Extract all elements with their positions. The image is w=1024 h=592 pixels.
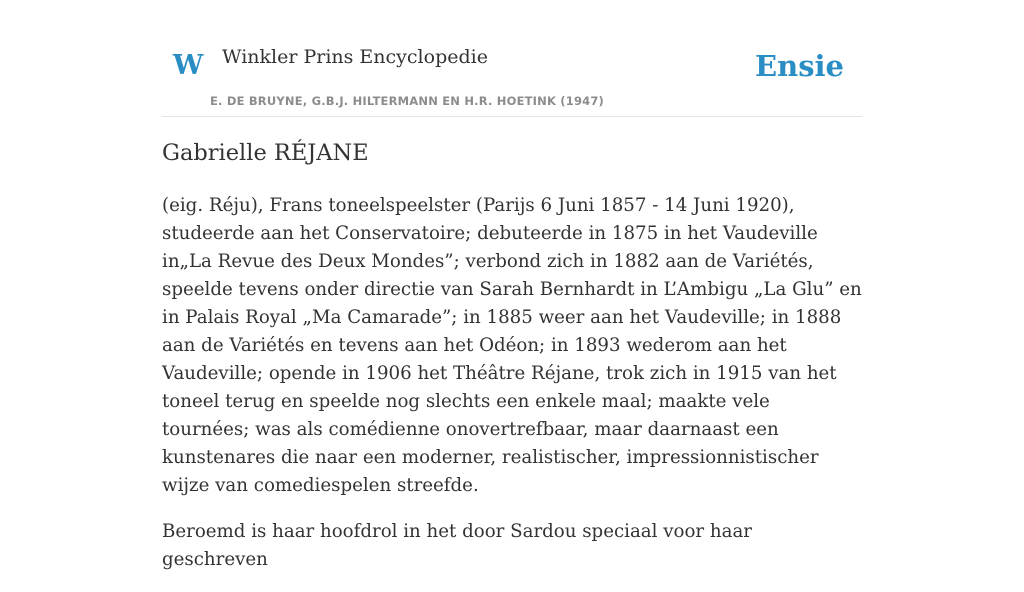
source-logo[interactable]: W [173,50,204,81]
source-title[interactable]: Winkler Prins Encyclopedie [222,46,488,68]
source-authors: E. DE BRUYNE, G.B.J. HILTERMANN EN H.R. HOETINK (1947) [210,94,605,108]
article-paragraph: Beroemd is haar hoofdrol in het door Sardou speciaal voor haar geschreven [162,521,752,570]
article-title: Gabrielle RÉJANE [162,140,369,166]
article-body [162,192,862,592]
source-header [162,0,862,117]
brand-logo[interactable]: Ensie [755,49,844,83]
article-paragraph: (eig. Réju), Frans toneelspeelster (Parijs 6 Juni 1857 - 14 Juni 1920), studeerde aan het Conservatoire; debuteerde in 1875 in het Vaudeville in„La Revue des Deux Mondes”; verbond zich in 1882 aan de Variétés, speelde tevens onder directie van Sarah Bernhardt in L’Ambigu „La Glu” en in Palais Royal „Ma Camarade”; in 1885 weer aan het Vaudeville; in 1888 aan de Variétés en tevens aan het Odéon; in 1893 wederom aan het Vaudeville; opende in 1906 het Théâtre Réjane, trok zich in 1915 van het toneel terug en speelde nog slechts een enkele maal; maakte vele tournées; was als comédienne onovertrefbaar, maar daarnaast een kunstenares die naar een moderner, realistischer, impressionnistischer wijze van comediespelen streefde. [162,195,862,496]
